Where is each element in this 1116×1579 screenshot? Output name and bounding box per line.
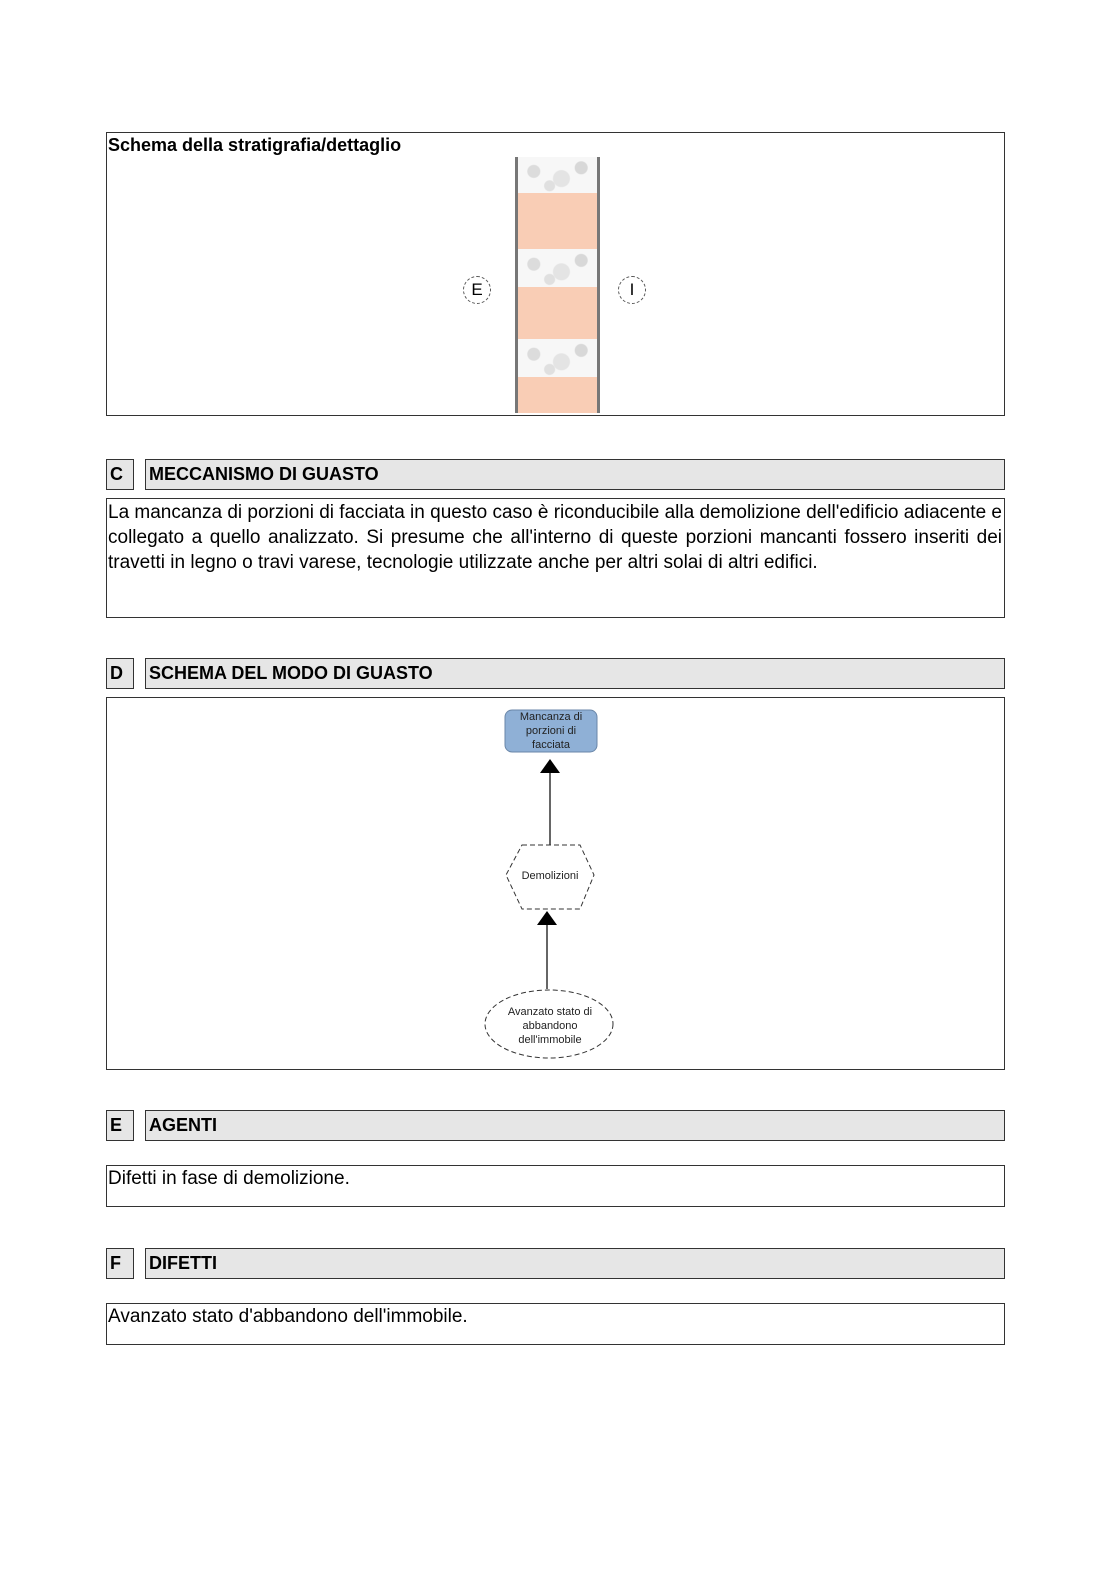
wall-layer-stone	[518, 157, 597, 193]
arrow-head-upper	[540, 759, 560, 773]
arrow-head-lower	[537, 911, 557, 925]
wall-layer-stone	[518, 249, 597, 287]
top-node-label: Mancanza di porzioni di facciata	[519, 711, 583, 751]
section-f-letter: F	[106, 1248, 134, 1279]
section-e-title: AGENTI	[145, 1110, 1005, 1141]
wall-layer-brick	[518, 287, 597, 339]
section-c-title: MECCANISMO DI GUASTO	[145, 459, 1005, 490]
wall-layer-stone	[518, 339, 597, 377]
section-d-title: SCHEMA DEL MODO DI GUASTO	[145, 658, 1005, 689]
interior-label: I	[618, 276, 646, 304]
section-c-letter: C	[106, 459, 134, 490]
wall-section-drawing	[515, 157, 600, 413]
stratigraphy-title: Schema della stratigrafia/dettaglio	[108, 135, 402, 155]
section-f-text: Avanzato stato d'abbandono dell'immobile.	[108, 1306, 468, 1327]
section-e-text: Difetti in fase di demolizione.	[108, 1168, 350, 1189]
section-c-text: La mancanza di porzioni di facciata in questo caso è riconducibile alla demolizione dell'edificio adiacente e collegato a quello analizzato. Si presume che all'interno di queste porzioni mancanti fossero inseriti dei travetti in legno o travi varese, tecnologie utilizzate anche per altri solai di altri edifici.	[108, 502, 1003, 573]
exterior-label: E	[463, 276, 491, 304]
section-e-letter: E	[106, 1110, 134, 1141]
middle-node-label: Demolizioni	[521, 870, 579, 882]
wall-layer-brick	[518, 377, 597, 413]
bottom-node-label: Avanzato stato di abbandono dell'immobile	[507, 1006, 593, 1046]
section-f-title: DIFETTI	[145, 1248, 1005, 1279]
wall-layer-brick	[518, 193, 597, 249]
section-d-letter: D	[106, 658, 134, 689]
